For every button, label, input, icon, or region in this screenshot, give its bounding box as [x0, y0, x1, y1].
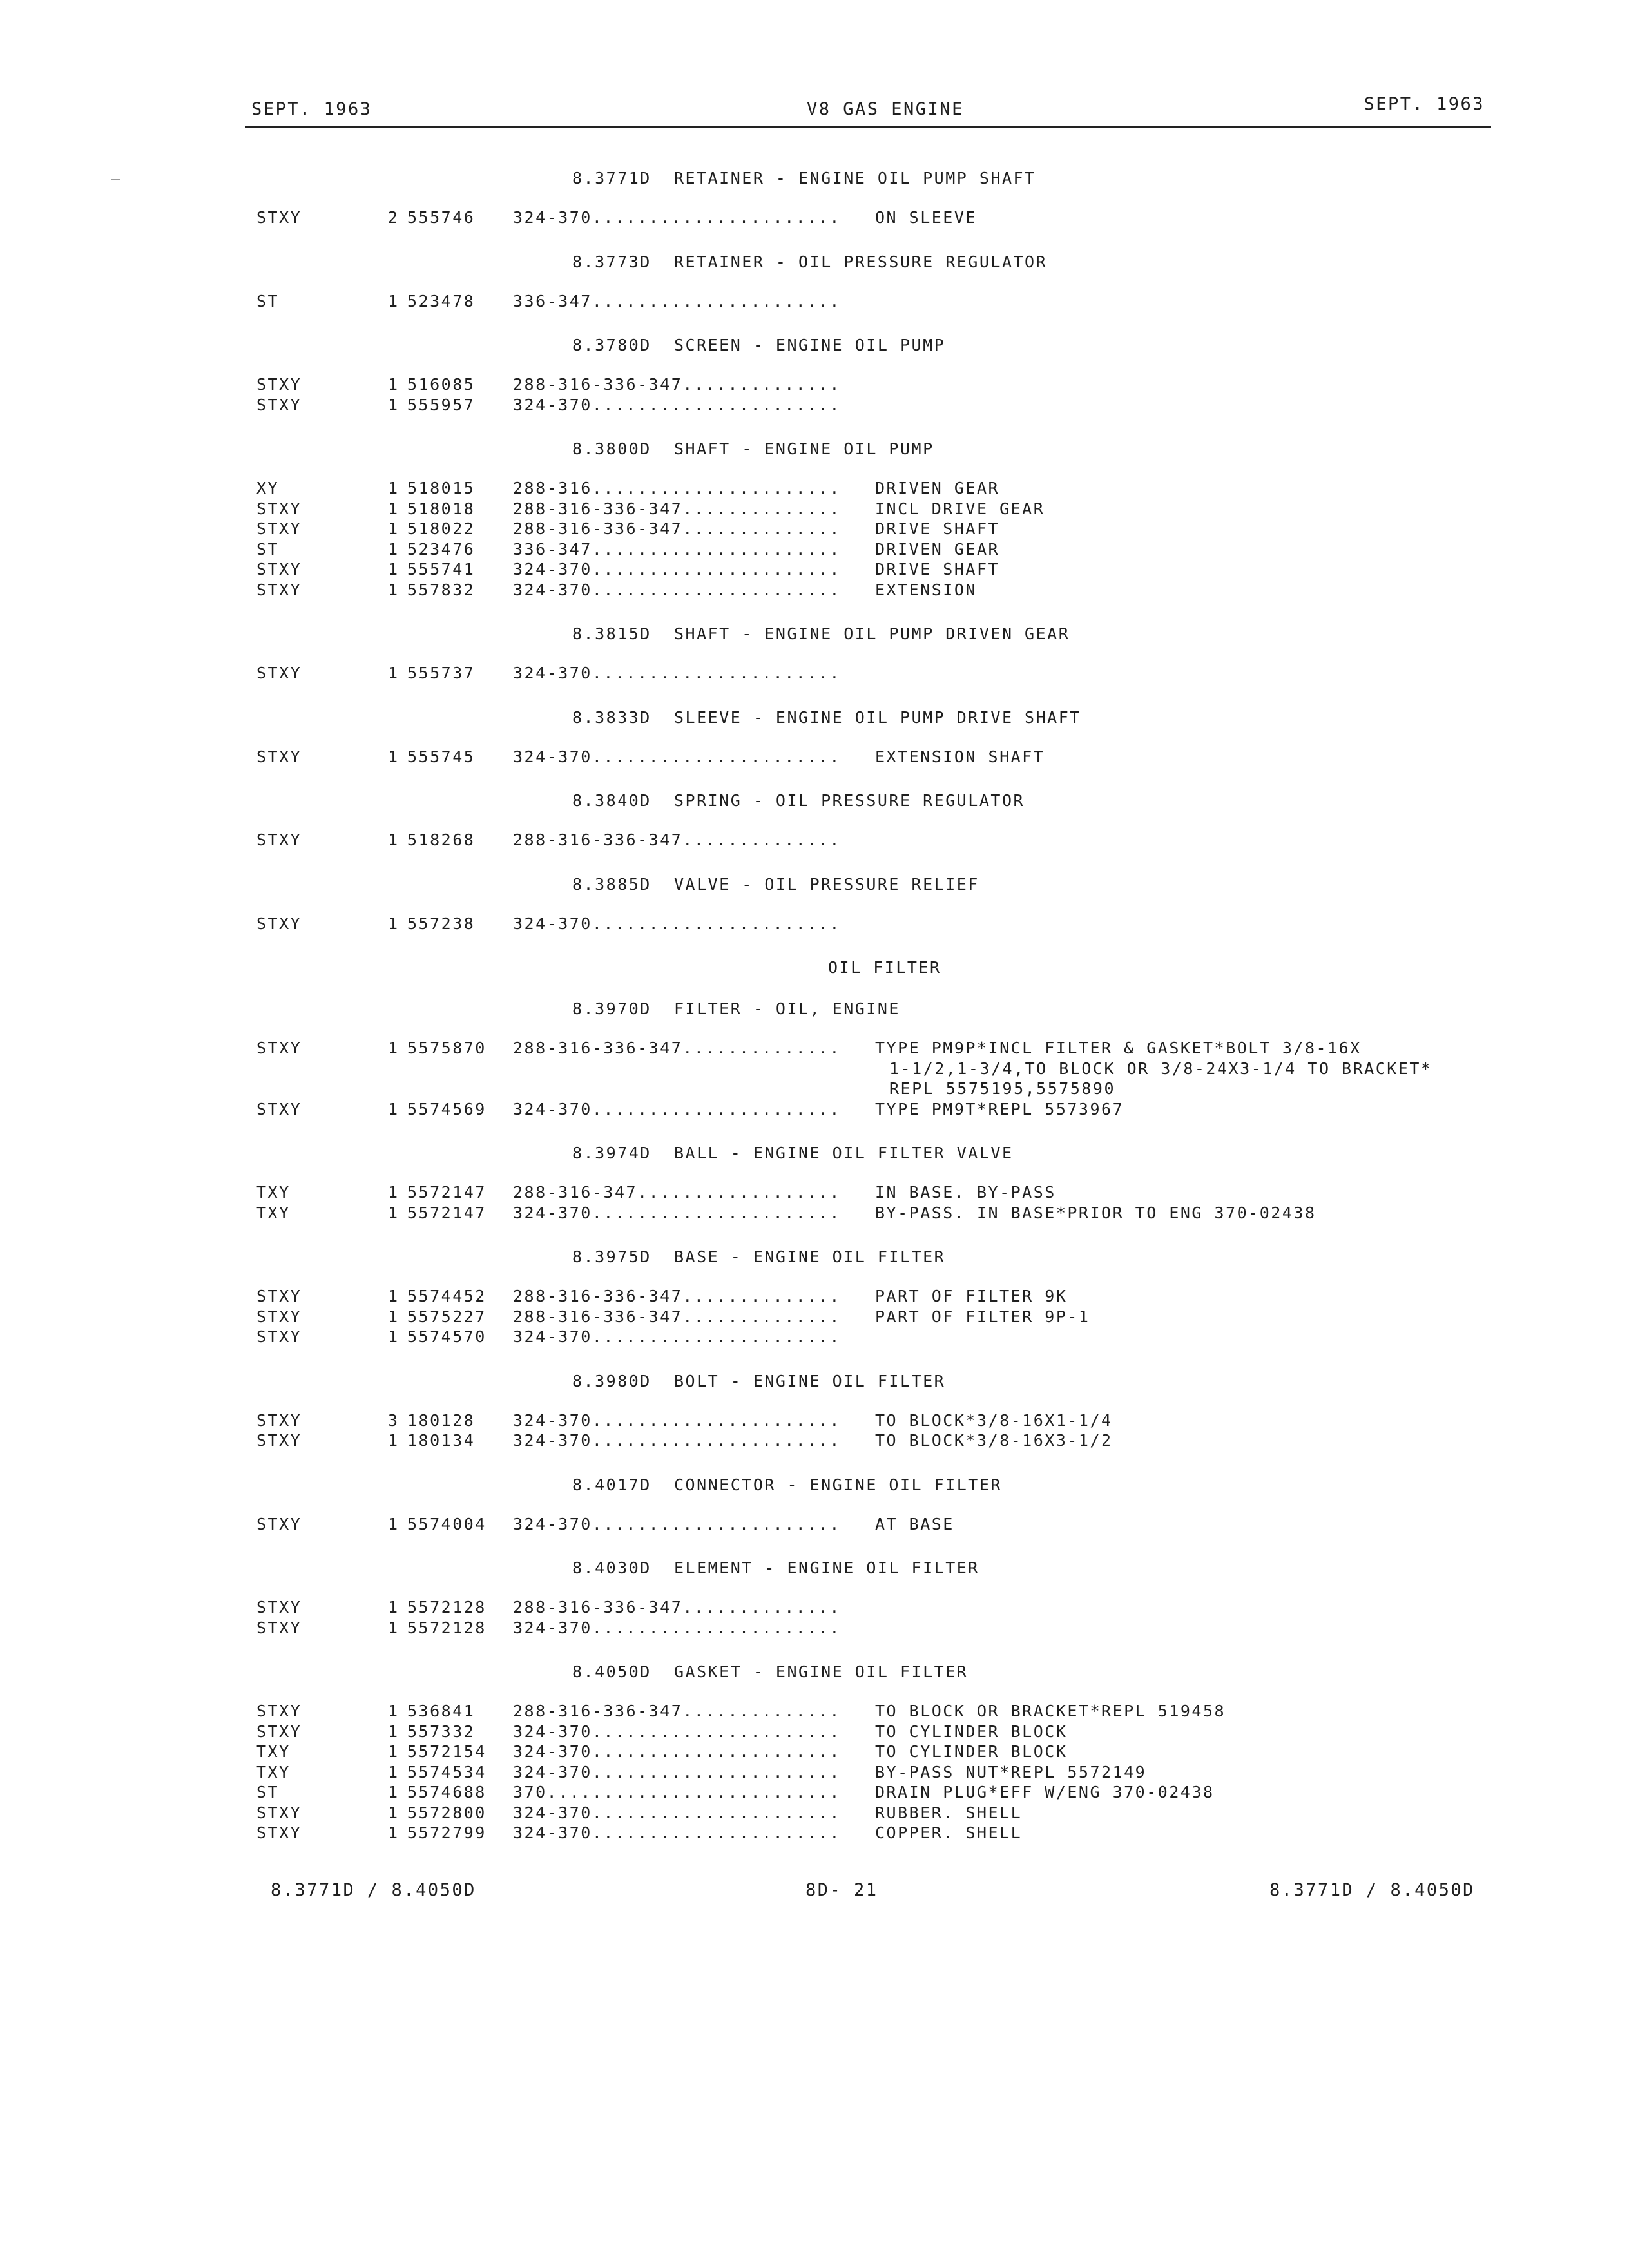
section-spacer — [0, 1347, 1629, 1364]
quantity: 1 — [388, 479, 400, 497]
section-title: 8.3800D SHAFT - ENGINE OIL PUMP — [572, 439, 934, 458]
part-number: 518018 — [407, 499, 476, 518]
engine-application: 324-370...................... — [513, 1618, 841, 1637]
section-title: 8.3974D BALL - ENGINE OIL FILTER VALVE — [572, 1144, 1014, 1162]
table-row — [0, 499, 1629, 519]
model-codes: STXY — [256, 375, 302, 394]
model-codes: STXY — [256, 747, 302, 766]
section-title: 8.3970D FILTER - OIL, ENGINE — [572, 999, 900, 1018]
header-title: V8 GAS ENGINE — [807, 99, 964, 119]
part-number: 557832 — [407, 580, 476, 599]
part-number: 5575227 — [407, 1307, 487, 1326]
parts-section — [0, 1473, 1629, 1552]
section-spacer — [0, 850, 1629, 867]
table-row — [0, 1618, 1629, 1639]
part-number: 555957 — [407, 395, 476, 414]
header-date-left: SEPT. 1963 — [251, 99, 372, 119]
table-row — [0, 1514, 1629, 1535]
model-codes: STXY — [256, 831, 302, 849]
quantity: 1 — [388, 1307, 400, 1326]
part-remark: TO BLOCK OR BRACKET*REPL 519458 — [875, 1702, 1226, 1720]
quantity: 1 — [388, 1598, 400, 1617]
section-spacer — [0, 1638, 1629, 1655]
model-codes: STXY — [256, 208, 302, 227]
quantity: 1 — [388, 664, 400, 682]
model-codes: STXY — [256, 580, 302, 599]
quantity: 1 — [388, 499, 400, 518]
footer-range-left: 8.3771D / 8.4050D — [271, 1880, 476, 1900]
part-number: 555737 — [407, 664, 476, 682]
part-remark: DRIVEN GEAR — [875, 479, 1000, 497]
model-codes: STXY — [256, 560, 302, 579]
parts-section — [0, 250, 1629, 329]
header-date-right: SEPT. 1963 — [1364, 94, 1485, 114]
part-remark: EXTENSION — [875, 580, 977, 599]
section-title: 8.3980D BOLT - ENGINE OIL FILTER — [572, 1371, 946, 1390]
part-number: 516085 — [407, 375, 476, 394]
engine-application: 288-316-336-347.............. — [513, 1039, 841, 1057]
table-row — [0, 1410, 1629, 1431]
part-number: 5574004 — [407, 1514, 487, 1533]
part-remark: TO CYLINDER BLOCK — [875, 1742, 1068, 1761]
quantity: 1 — [388, 1431, 400, 1450]
engine-application: 324-370...................... — [513, 1742, 841, 1761]
quantity: 1 — [388, 395, 400, 414]
quantity: 1 — [388, 1183, 400, 1202]
section-spacer — [0, 311, 1629, 328]
table-row — [0, 1597, 1629, 1618]
section-title: 8.3780D SCREEN - ENGINE OIL PUMP — [572, 336, 946, 354]
parts-section — [0, 872, 1629, 951]
table-row — [0, 519, 1629, 539]
table-row — [0, 1038, 1629, 1059]
part-number: 5572128 — [407, 1618, 487, 1637]
table-row — [0, 539, 1629, 560]
engine-application: 336-347...................... — [513, 539, 841, 559]
table-row — [0, 291, 1629, 312]
quantity: 1 — [388, 1618, 400, 1637]
quantity: 1 — [388, 1783, 400, 1802]
section-spacer — [0, 684, 1629, 700]
section-spacer — [0, 415, 1629, 432]
model-codes: STXY — [256, 1598, 302, 1617]
part-number: 557238 — [407, 914, 476, 933]
table-row — [0, 1762, 1629, 1783]
table-row — [0, 1742, 1629, 1762]
quantity: 1 — [388, 580, 400, 599]
engine-application: 324-370...................... — [513, 1203, 841, 1222]
engine-application: 336-347...................... — [513, 291, 841, 311]
part-remark: BY-PASS NUT*REPL 5572149 — [875, 1762, 1147, 1782]
table-row — [0, 559, 1629, 580]
part-number: 5574534 — [407, 1762, 487, 1782]
footer-range-right: 8.3771D / 8.4050D — [1269, 1880, 1475, 1900]
section-title: 8.3975D BASE - ENGINE OIL FILTER — [572, 1247, 946, 1266]
part-remark: TO BLOCK*3/8-16X1-1/4 — [875, 1410, 1113, 1430]
header-rule — [245, 126, 1491, 128]
model-codes: STXY — [256, 519, 302, 538]
model-codes: TXY — [256, 1183, 291, 1202]
section-title: 8.3833D SLEEVE - ENGINE OIL PUMP DRIVE SHAFT — [572, 707, 1081, 727]
table-row — [0, 914, 1629, 934]
model-codes: ST — [256, 1783, 280, 1802]
parts-section — [0, 956, 1629, 980]
engine-application: 288-316-336-347.............. — [513, 499, 841, 518]
engine-application: 324-370...................... — [513, 560, 841, 579]
quantity: 1 — [388, 560, 400, 579]
quantity: 1 — [388, 1203, 400, 1222]
section-spacer — [0, 600, 1629, 617]
engine-application: 288-316-336-347.............. — [513, 519, 841, 538]
part-number: 536841 — [407, 1702, 476, 1720]
parts-section — [0, 437, 1629, 617]
part-remark: AT BASE — [875, 1514, 954, 1533]
engine-application: 288-316-336-347.............. — [513, 831, 841, 849]
table-row — [0, 1307, 1629, 1327]
quantity: 1 — [388, 1039, 400, 1057]
quantity: 1 — [388, 831, 400, 849]
table-row — [0, 374, 1629, 395]
quantity: 1 — [388, 1514, 400, 1533]
section-spacer — [0, 228, 1629, 245]
model-codes: XY — [256, 479, 280, 497]
model-codes: STXY — [256, 1327, 302, 1346]
model-codes: STXY — [256, 1803, 302, 1822]
table-row — [0, 1327, 1629, 1347]
quantity: 1 — [388, 519, 400, 538]
section-title: 8.4017D CONNECTOR - ENGINE OIL FILTER — [572, 1475, 1002, 1494]
table-row — [0, 1782, 1629, 1803]
parts-section — [0, 1245, 1629, 1364]
engine-application: 324-370...................... — [513, 1410, 841, 1430]
part-number: 5574570 — [407, 1327, 487, 1346]
model-codes: ST — [256, 291, 280, 311]
section-spacer — [0, 1843, 1629, 1860]
part-remark: DRAIN PLUG*EFF W/ENG 370-02438 — [875, 1783, 1215, 1802]
section-spacer — [0, 1534, 1629, 1551]
part-remark-continued: REPL 5575195,5575890 — [889, 1079, 1116, 1098]
part-number: 5575870 — [407, 1039, 487, 1057]
table-row — [0, 1701, 1629, 1722]
engine-application: 324-370...................... — [513, 1431, 841, 1450]
quantity: 1 — [388, 1327, 400, 1346]
engine-application: 288-316-347.................. — [513, 1183, 841, 1202]
quantity: 1 — [388, 1803, 400, 1822]
engine-application: 370.......................... — [513, 1783, 841, 1802]
quantity: 1 — [388, 1823, 400, 1842]
part-number: 518015 — [407, 479, 476, 497]
part-remark: INCL DRIVE GEAR — [875, 499, 1045, 518]
engine-application: 288-316-336-347.............. — [513, 1598, 841, 1617]
model-codes: TXY — [256, 1762, 291, 1782]
parts-section — [0, 706, 1629, 784]
engine-application: 288-316-336-347.............. — [513, 1307, 841, 1326]
part-remark: COPPER. SHELL — [875, 1823, 1023, 1842]
part-remark: DRIVE SHAFT — [875, 560, 1000, 579]
engine-application: 324-370...................... — [513, 1514, 841, 1533]
quantity: 1 — [388, 1722, 400, 1741]
quantity: 1 — [388, 747, 400, 766]
section-title: 8.3840D SPRING - OIL PRESSURE REGULATOR — [572, 791, 1025, 810]
model-codes: STXY — [256, 1039, 302, 1057]
quantity: 1 — [388, 1099, 400, 1119]
table-row-continuation — [0, 1079, 1629, 1099]
model-codes: STXY — [256, 1722, 302, 1741]
parts-section — [0, 1369, 1629, 1468]
part-remark: TO BLOCK*3/8-16X3-1/2 — [875, 1431, 1113, 1450]
part-number: 180134 — [407, 1431, 476, 1450]
model-codes: STXY — [256, 1287, 302, 1305]
quantity: 2 — [388, 208, 400, 227]
part-number: 5572800 — [407, 1803, 487, 1822]
model-codes: STXY — [256, 914, 302, 933]
engine-application: 324-370...................... — [513, 580, 841, 599]
part-number: 5574569 — [407, 1099, 487, 1119]
table-row — [0, 830, 1629, 850]
engine-application: 324-370...................... — [513, 395, 841, 414]
model-codes: STXY — [256, 499, 302, 518]
table-row — [0, 1286, 1629, 1307]
quantity: 1 — [388, 375, 400, 394]
parts-section — [0, 333, 1629, 432]
part-remark: EXTENSION SHAFT — [875, 747, 1045, 766]
model-codes: STXY — [256, 395, 302, 414]
model-codes: STXY — [256, 1410, 302, 1430]
table-row-continuation — [0, 1059, 1629, 1079]
part-remark: RUBBER. SHELL — [875, 1803, 1023, 1822]
footer-page-number: 8D- 21 — [805, 1880, 878, 1900]
part-number: 523478 — [407, 291, 476, 311]
part-number: 5572147 — [407, 1203, 487, 1222]
model-codes: STXY — [256, 1702, 302, 1720]
page-footer — [0, 1880, 1629, 1906]
engine-application: 324-370...................... — [513, 1762, 841, 1782]
parts-section — [0, 1660, 1629, 1860]
part-number: 555746 — [407, 208, 476, 227]
table-row — [0, 1182, 1629, 1203]
quantity: 1 — [388, 1762, 400, 1782]
section-title: 8.3771D RETAINER - ENGINE OIL PUMP SHAFT — [572, 169, 1036, 187]
engine-application: 324-370...................... — [513, 914, 841, 933]
part-number: 5572154 — [407, 1742, 487, 1761]
part-number: 5572128 — [407, 1598, 487, 1617]
part-remark: DRIVE SHAFT — [875, 519, 1000, 538]
part-number: 5574688 — [407, 1783, 487, 1802]
table-row — [0, 207, 1629, 228]
section-title: OIL FILTER — [828, 958, 941, 977]
section-title: 8.4030D ELEMENT - ENGINE OIL FILTER — [572, 1559, 979, 1577]
parts-section — [0, 789, 1629, 867]
engine-application: 324-370...................... — [513, 1099, 841, 1119]
section-spacer — [0, 1223, 1629, 1240]
model-codes: STXY — [256, 664, 302, 682]
table-row — [0, 1803, 1629, 1823]
engine-application: 324-370...................... — [513, 747, 841, 766]
section-spacer — [0, 1119, 1629, 1136]
table-row — [0, 1099, 1629, 1120]
part-remark: ON SLEEVE — [875, 208, 977, 227]
section-title: 8.3885D VALVE - OIL PRESSURE RELIEF — [572, 874, 979, 894]
table-row — [0, 580, 1629, 601]
model-codes: STXY — [256, 1514, 302, 1533]
quantity: 1 — [388, 291, 400, 311]
engine-application: 324-370...................... — [513, 1823, 841, 1842]
quantity: 1 — [388, 539, 400, 559]
part-remark: TYPE PM9T*REPL 5573967 — [875, 1099, 1124, 1119]
part-number: 555745 — [407, 747, 476, 766]
part-number: 5572799 — [407, 1823, 487, 1842]
parts-section — [0, 1141, 1629, 1240]
model-codes: STXY — [256, 1307, 302, 1326]
engine-application: 324-370...................... — [513, 1803, 841, 1822]
model-codes: TXY — [256, 1203, 291, 1222]
engine-application: 288-316-336-347.............. — [513, 375, 841, 394]
model-codes: STXY — [256, 1618, 302, 1637]
section-title: 8.3815D SHAFT - ENGINE OIL PUMP DRIVEN GEAR — [572, 624, 1070, 643]
section-spacer — [0, 934, 1629, 950]
part-remark: DRIVEN GEAR — [875, 539, 1000, 559]
section-spacer — [0, 767, 1629, 783]
model-codes: TXY — [256, 1742, 291, 1761]
table-row — [0, 1722, 1629, 1742]
quantity: 1 — [388, 914, 400, 933]
part-remark: PART OF FILTER 9K — [875, 1287, 1068, 1305]
table-row — [0, 395, 1629, 416]
table-row — [0, 747, 1629, 767]
quantity: 3 — [388, 1410, 400, 1430]
part-number: 555741 — [407, 560, 476, 579]
engine-application: 288-316-336-347.............. — [513, 1287, 841, 1305]
section-title: 8.3773D RETAINER - OIL PRESSURE REGULATOR — [572, 252, 1048, 271]
model-codes: ST — [256, 539, 280, 559]
section-title: 8.4050D GASKET - ENGINE OIL FILTER — [572, 1662, 969, 1681]
part-remark-continued: 1-1/2,1-3/4,TO BLOCK OR 3/8-24X3-1/4 TO BRACKET* — [889, 1059, 1432, 1078]
part-remark: PART OF FILTER 9P-1 — [875, 1307, 1090, 1326]
table-row — [0, 478, 1629, 499]
parts-section — [0, 997, 1629, 1136]
parts-section — [0, 1556, 1629, 1655]
quantity: 1 — [388, 1742, 400, 1761]
parts-section — [0, 622, 1629, 700]
engine-application: 324-370...................... — [513, 1327, 841, 1346]
quantity: 1 — [388, 1287, 400, 1305]
part-number: 518268 — [407, 831, 476, 849]
part-number: 180128 — [407, 1410, 476, 1430]
quantity: 1 — [388, 1702, 400, 1720]
model-codes: STXY — [256, 1099, 302, 1119]
engine-application: 324-370...................... — [513, 1722, 841, 1741]
part-number: 5572147 — [407, 1183, 487, 1202]
section-spacer — [0, 1451, 1629, 1468]
part-number: 518022 — [407, 519, 476, 538]
part-remark: BY-PASS. IN BASE*PRIOR TO ENG 370-02438 — [875, 1203, 1316, 1222]
engine-application: 288-316...................... — [513, 479, 841, 497]
part-number: 557332 — [407, 1722, 476, 1741]
part-remark: IN BASE. BY-PASS — [875, 1183, 1056, 1202]
part-remark: TO CYLINDER BLOCK — [875, 1722, 1068, 1741]
engine-application: 288-316-336-347.............. — [513, 1702, 841, 1720]
table-row — [0, 1823, 1629, 1843]
table-row — [0, 663, 1629, 684]
table-row — [0, 1430, 1629, 1451]
parts-list — [0, 161, 1629, 1860]
page-header — [246, 94, 1490, 122]
table-row — [0, 1203, 1629, 1224]
engine-application: 324-370...................... — [513, 664, 841, 682]
part-number: 523476 — [407, 539, 476, 559]
model-codes: STXY — [256, 1431, 302, 1450]
part-remark: TYPE PM9P*INCL FILTER & GASKET*BOLT 3/8-16X — [875, 1039, 1362, 1057]
part-number: 5574452 — [407, 1287, 487, 1305]
engine-application: 324-370...................... — [513, 208, 841, 227]
parts-section — [0, 166, 1629, 245]
model-codes: STXY — [256, 1823, 302, 1842]
